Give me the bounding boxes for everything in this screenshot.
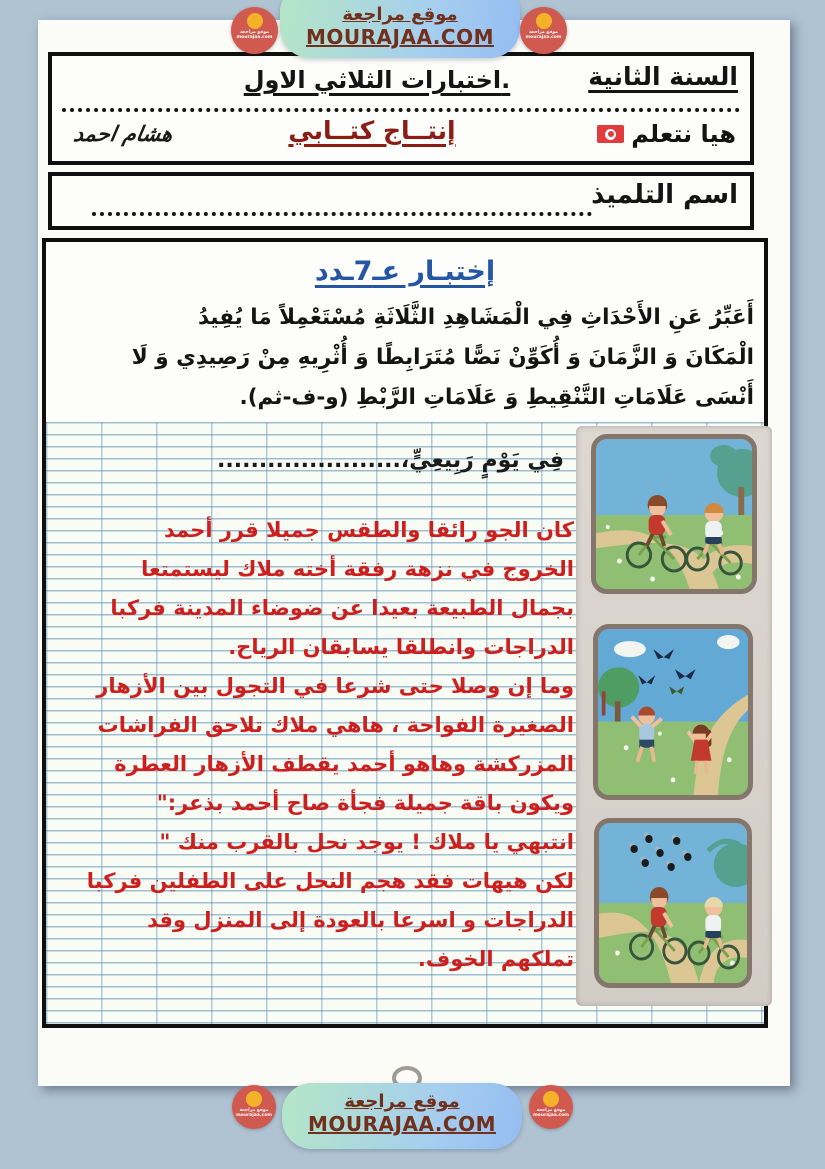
mourajaa-logo-top-left — [231, 7, 278, 54]
worksheet-paper — [38, 20, 790, 1086]
student-name-box — [48, 172, 754, 230]
dotted-separator — [62, 108, 740, 112]
essay-line: الصغيرة الفواحة ، هاهي ملاك تلاحق الفراشات — [97, 713, 574, 737]
scene-images-strip — [576, 426, 772, 1006]
scene-2-children-chasing-butterflies — [593, 624, 753, 800]
essay-line: كان الجو رائقا والطقس جميلا قرر أحمد — [163, 518, 574, 542]
essay-line: لكن هيهات فقد هجم النحل على الطفلين فركبا — [86, 869, 574, 893]
scene-3-illustration — [599, 823, 747, 983]
essay-line: الدراجات و اسرعا بالعودة إلى المنزل وقد — [147, 908, 574, 932]
logo-text-en: mourajaa.com — [235, 1113, 272, 1118]
site-url-link[interactable]: MOURAJAA.COM — [306, 25, 494, 49]
essay-line: بجمال الطبيعة بعيدا عن ضوضاء المدينة فركبا — [110, 596, 574, 620]
teacher-signature: هشام احمد — [71, 122, 175, 146]
essay-opening-line: فِي يَوْمٍ رَبِيعِيٍّ،...................... — [217, 448, 564, 473]
logo-text-ar: موقع مراجعة — [529, 30, 558, 35]
logo-text-en: mourajaa.com — [532, 1113, 569, 1118]
scene-1-illustration — [596, 439, 752, 589]
motto-with-flag — [597, 120, 736, 148]
scene-2-illustration — [598, 629, 748, 795]
logo-text-ar: موقع مراجعة — [239, 1108, 269, 1113]
logo-text-ar: موقع مراجعة — [536, 1108, 566, 1113]
tunisia-flag-icon — [597, 125, 624, 143]
site-name-arabic: موقع مراجعة — [344, 1091, 460, 1112]
motto-label: هيا نتعلم — [631, 120, 736, 148]
site-name-arabic: موقع مراجعة — [342, 4, 458, 25]
essay-line: ويكون باقة جميلة فجأة صاح أحمد بذعر:" — [156, 791, 574, 815]
instructions-line: أَعَبِّرُ عَنِ الأَحْدَاثِ فِي الْمَشَاهِدِ الثَّلَاثَةِ مُسْتَعْمِلاً مَا يُفِيدُ — [198, 305, 754, 330]
essay-line: وما إن وصلا حتى شرعا في التجول بين الأزهار — [96, 674, 574, 698]
essay-line: تملكهم الخوف. — [417, 947, 574, 971]
essay-line: المزركشة وهاهو أحمد يقطف الأزهار العطرة — [114, 752, 574, 776]
essay-line: انتبهي يا ملاك ! يوجد نحل بالقرب منك " — [159, 830, 574, 854]
student-name-write-line — [92, 212, 592, 216]
grade-label: السنة الثانية — [588, 62, 738, 91]
logo-text-en: mourajaa.com — [525, 35, 562, 40]
mourajaa-logo-bottom-right — [529, 1085, 573, 1129]
logo-text-ar: موقع مراجعة — [240, 30, 269, 35]
site-banner-top — [280, 0, 520, 58]
scene-1-children-riding-bikes — [591, 434, 757, 594]
exam-session-title: اختبارات الثلاثي الاول. — [243, 66, 511, 94]
instructions-line: أَنْسَى عَلَامَاتِ التَّنْقِيطِ وَ عَلَامَاتِ الرَّبْطِ (و-ف-ثم). — [239, 385, 754, 410]
essay-line: الدراجات وانطلقا يسابقان الرياح. — [228, 635, 574, 659]
student-name-label: اسم التلميذ — [591, 180, 738, 210]
book-icon — [536, 13, 552, 29]
instructions-paragraph — [54, 298, 754, 418]
essay-line: الخروج في نزهة رفقة أخته ملاك ليستمتعا — [141, 557, 574, 581]
site-url-link[interactable]: MOURAJAA.COM — [308, 1112, 496, 1136]
essay-handwritten-text — [58, 511, 574, 979]
exam-body-box — [42, 238, 768, 1028]
test-number-title: إختبـار عـ7ـدد — [314, 256, 496, 287]
site-banner-bottom — [282, 1083, 522, 1149]
mourajaa-logo-top-right — [520, 7, 567, 54]
mourajaa-logo-bottom-left — [232, 1085, 276, 1129]
logo-text-en: mourajaa.com — [236, 35, 273, 40]
subject-title: إنتــاج كتــابي — [288, 116, 456, 145]
book-icon — [246, 1091, 262, 1107]
book-icon — [543, 1091, 559, 1107]
scene-3-bees-attacking-children — [594, 818, 752, 988]
exam-header-box — [48, 52, 754, 165]
instructions-line: الْمَكَانَ وَ الزَّمَانَ وَ أُكَوِّنْ نَصًّا مُتَرَابِطًا وَ أُثْرِيهِ مِنْ رَصِيدِي وَ لَا — [131, 345, 754, 370]
book-icon — [247, 13, 263, 29]
